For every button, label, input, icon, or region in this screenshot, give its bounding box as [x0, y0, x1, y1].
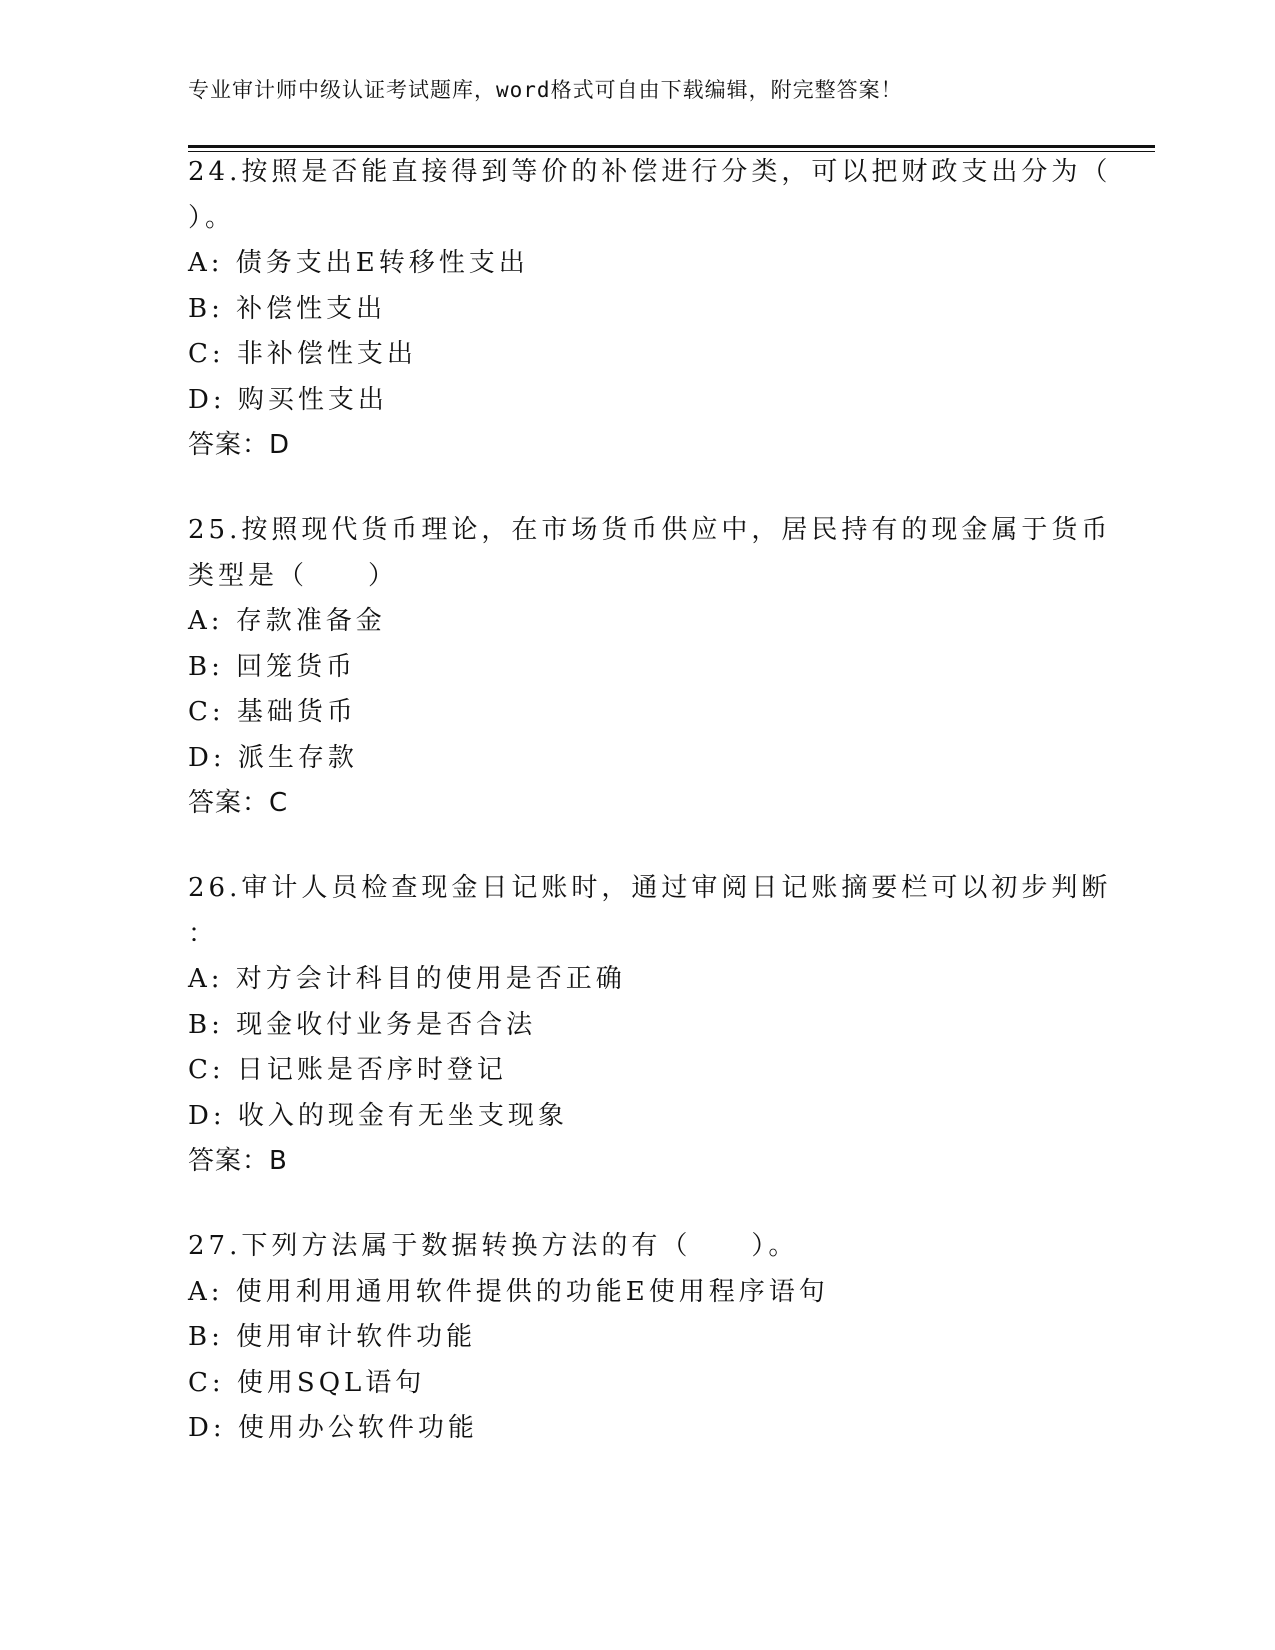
- option-a: A: 对方会计科目的使用是否正确: [188, 964, 626, 994]
- question-stem: 27.下列方法属于数据转换方法的有（ ）。: [188, 1231, 799, 1261]
- option-b: B: 补偿性支出: [188, 293, 387, 324]
- answer: 答案：D: [188, 430, 291, 460]
- option-b: B: 回笼货币: [188, 651, 357, 682]
- question-stem-continued: 类型是（ ）: [188, 560, 399, 591]
- option-b: B: 使用审计软件功能: [188, 1322, 477, 1352]
- option-c: C: 基础货币: [188, 697, 357, 727]
- question-stem: 24.按照是否能直接得到等价的补偿进行分类，可以把财政支出分为（: [188, 157, 1112, 187]
- option-a: A: 存款准备金: [188, 606, 386, 636]
- question-stem: 26.审计人员检查现金日记账时，通过审阅日记账摘要栏可以初步判断: [188, 873, 1112, 903]
- header-rule-thick: [188, 145, 1155, 148]
- question-26: [188, 866, 1112, 1185]
- option-c: C: 日记账是否序时登记: [188, 1055, 507, 1085]
- question-stem-continued: ）。: [188, 202, 236, 233]
- option-d: D: 派生存款: [188, 742, 358, 773]
- option-d: D: 收入的现金有无坐支现象: [188, 1100, 568, 1131]
- option-d: D: 使用办公软件功能: [188, 1413, 478, 1443]
- answer: 答案：C: [188, 788, 289, 818]
- question-24: [188, 150, 1112, 469]
- question-stem: 25.按照现代货币理论，在市场货币供应中，居民持有的现金属于货币: [188, 515, 1112, 545]
- option-a: A: 债务支出E转移性支出: [188, 248, 529, 278]
- option-a: A: 使用利用通用软件提供的功能E使用程序语句: [188, 1276, 829, 1307]
- page-header: 专业审计师中级认证考试题库，word格式可自由下载编辑，附完整答案！: [188, 78, 903, 102]
- question-25: [188, 508, 1112, 827]
- question-27: [188, 1224, 1088, 1452]
- option-d: D: 购买性支出: [188, 384, 388, 415]
- answer: 答案：B: [188, 1146, 288, 1176]
- question-stem-continued: ：: [188, 918, 219, 949]
- option-b: B: 现金收付业务是否合法: [188, 1009, 537, 1040]
- option-c: C: 非补偿性支出: [188, 339, 417, 369]
- option-c: C: 使用SQL语句: [188, 1367, 426, 1398]
